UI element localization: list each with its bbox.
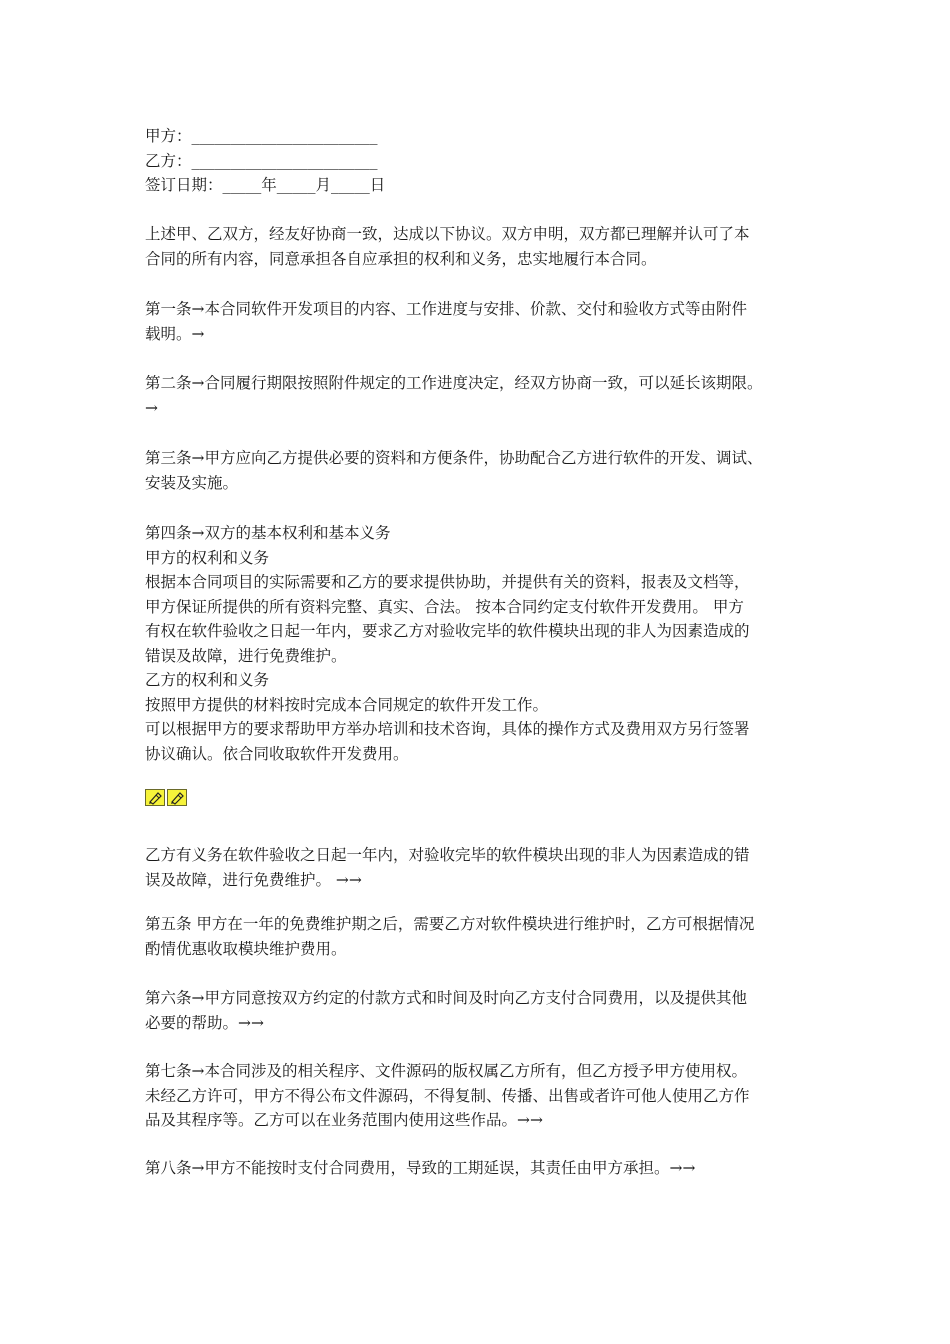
article-1 (145, 297, 813, 346)
text-line: 按照甲方提供的材料按时完成本合同规定的软件开发工作。 (145, 695, 549, 714)
text-line: 甲方保证所提供的所有资料完整、真实、合法。 按本合同约定支付软件开发费用。 甲方 (145, 597, 744, 616)
article-7 (145, 1059, 813, 1133)
maintenance-paragraph (145, 843, 813, 892)
article-3 (145, 446, 813, 495)
text-line: 安装及实施。 (145, 473, 239, 492)
pen-icon[interactable] (145, 789, 165, 806)
text-line: 载明。→ (145, 324, 205, 343)
text-line: 合同的所有内容，同意承担各自应承担的权利和义务，忠实地履行本合同。 (145, 249, 657, 268)
text-line: 酌情优惠收取模块维护费用。 (145, 939, 347, 958)
text-line: 品及其程序等。乙方可以在业务范围内使用这些作品。→→ (145, 1111, 543, 1129)
article-heading: 第四条→双方的基本权利和基本义务 (145, 524, 391, 542)
text-line: 第三条→甲方应向乙方提供必要的资料和方便条件，协助配合乙方进行软件的开发、调试、 (145, 449, 763, 467)
party-a-line: 甲方：________________________ (145, 127, 378, 145)
article-5 (145, 912, 813, 961)
text-line: 第二条→合同履行期限按照附件规定的工作进度决定，经双方协商一致，可以延长该期限。 (145, 374, 763, 392)
text-line: 第一条→本合同软件开发项目的内容、工作进度与安排、价款、交付和验收方式等由附件 (145, 300, 747, 318)
text-line: 必要的帮助。→→ (145, 1013, 264, 1032)
text-line: 第六条→甲方同意按双方约定的付款方式和时间及时向乙方支付合同费用，以及提供其他 (145, 989, 747, 1007)
text-line: 第五条 甲方在一年的免费维护期之后，需要乙方对软件模块进行维护时，乙方可根据情况 (145, 915, 755, 933)
text-line: 协议确认。依合同收取软件开发费用。 (145, 744, 409, 763)
text-line: 可以根据甲方的要求帮助甲方举办培训和技术咨询，具体的操作方式及费用双方另行签署 (145, 720, 750, 738)
article-8 (145, 1156, 813, 1181)
article-6 (145, 986, 813, 1035)
text-line: 第七条→本合同涉及的相关程序、文件源码的版权属乙方所有，但乙方授予甲方使用权。 (145, 1062, 747, 1080)
text-line: 错误及故障，进行免费维护。 (145, 646, 347, 665)
text-line: 误及故障，进行免费维护。 →→ (145, 870, 362, 889)
text-line: 有权在软件验收之日起一年内，要求乙方对验收完毕的软件模块出现的非人为因素造成的 (145, 622, 750, 640)
article-4 (145, 521, 813, 766)
sub-heading: 甲方的权利和义务 (145, 548, 270, 567)
text-line: 上述甲、乙双方，经友好协商一致，达成以下协议。双方申明，双方都已理解并认可了本 (145, 225, 750, 243)
text-line: 未经乙方许可，甲方不得公布文件源码，不得复制、传播、出售或者许可他人使用乙方作 (145, 1086, 750, 1105)
pen-icon[interactable] (167, 789, 187, 806)
article-2 (145, 371, 813, 420)
text-line: 根据本合同项目的实际需要和乙方的要求提供协助，并提供有关的资料，报表及文档等， (145, 573, 750, 591)
embedded-icons (145, 789, 187, 806)
text-line: → (145, 398, 158, 417)
text-line: 第八条→甲方不能按时支付合同费用，导致的工期延误，其责任由甲方承担。→→ (145, 1159, 696, 1177)
sign-date-line: 签订日期：_____年_____月_____日 (145, 176, 386, 194)
intro-paragraph (145, 222, 813, 271)
sub-heading: 乙方的权利和义务 (145, 671, 270, 689)
party-b-line: 乙方：________________________ (145, 151, 378, 170)
text-line: 乙方有义务在软件验收之日起一年内，对验收完毕的软件模块出现的非人为因素造成的错 (145, 846, 750, 864)
party-info (145, 124, 813, 198)
